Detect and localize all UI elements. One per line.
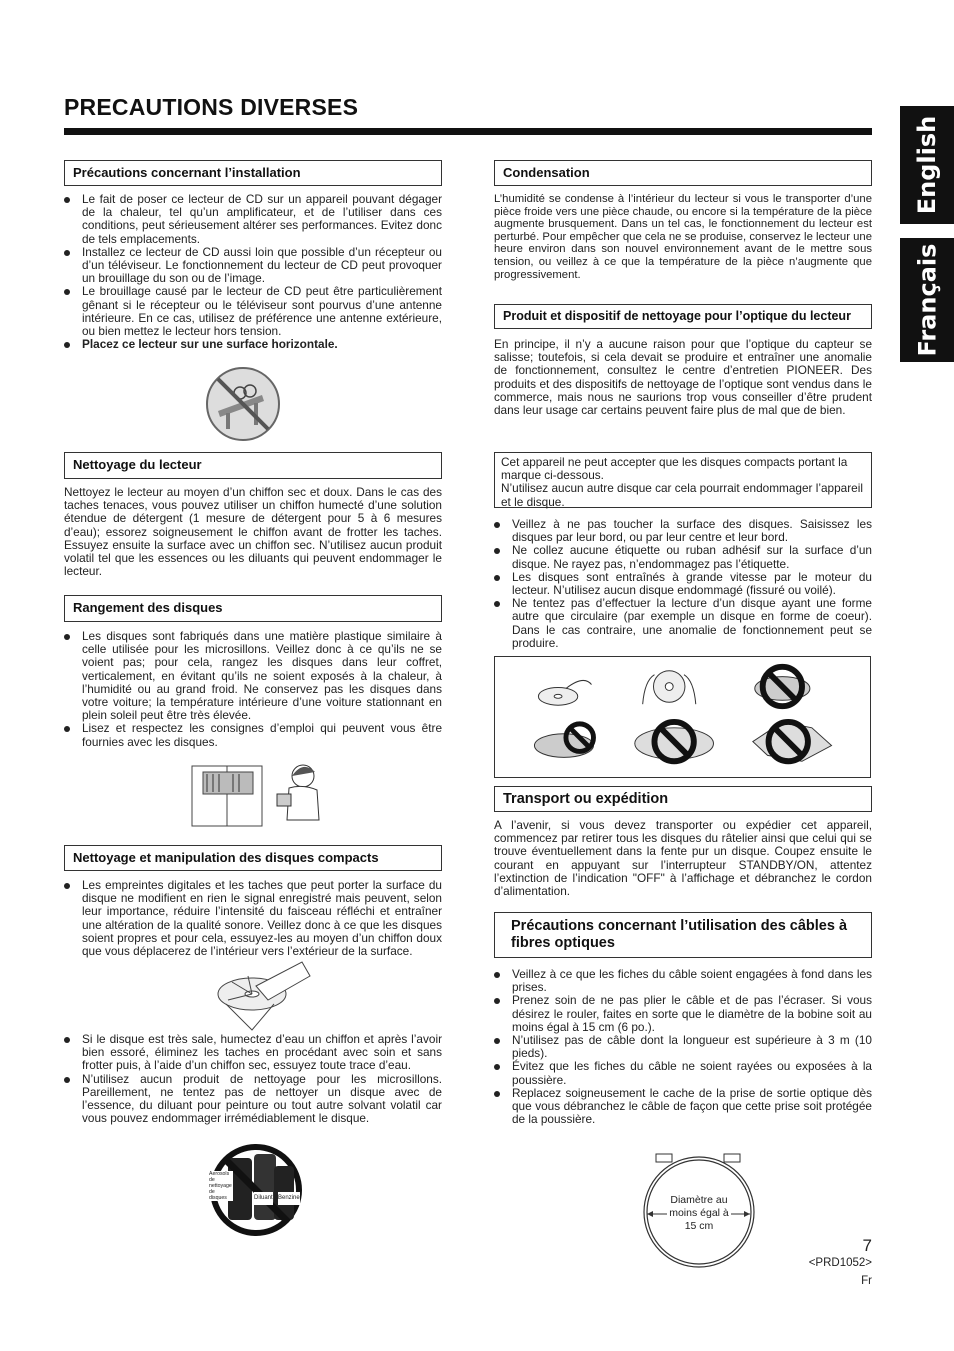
bottle-label-diluant: Diluant [254, 1192, 273, 1205]
list-item: Évitez que les fiches du câble ne soient rayées ou exposées à la poussière. [494, 1060, 872, 1086]
disc-list [494, 518, 872, 650]
section-title-cables: Précautions concernant l’utilisation des câbles à fibres optiques [494, 912, 872, 958]
diagram-label-line: moins égal à [669, 1207, 729, 1219]
condensation-text: L’humidité se condense à l’intérieur du lecteur si vous le transporter d’une pièce froide vers une pièce chaude, ou encore si la température de la pièce augmente brusquement. Dans un tel cas, le fonctionnement du lecteur est perturbé. Pour empêcher que cela ne se produise, conservez le lecteur une heure environ dans son nouvel environnement avant de le mettre sous tension, ou veillez à ce que la température de la pièce n’augmente que progressivement. [494, 193, 872, 281]
page-number: 7 [862, 1236, 872, 1255]
list-item: Le brouillage causé par le lecteur de CD peut être particulièrement gênant si le récepteur ou le téléviseur sont pourvus d’une antenne intérieure. En ce cas, utilisez de préférence une antenne extérieure, ou bien mettez le lecteur hors tension. [64, 285, 442, 338]
language-tab-francais-label: Français [913, 243, 942, 357]
no-tilted-placement-icon [204, 365, 282, 443]
list-item: Ne collez aucune étiquette ou ruban adhésif sur la surface d’un disque. Ne rayez pas, n’endommagez pas l’étiquette. [494, 544, 872, 570]
disc-compat-notice [494, 452, 872, 508]
page-title: PRECAUTIONS DIVERSES [64, 94, 359, 120]
disc-edge-hold [538, 680, 591, 705]
document-code: <PRD1052> [808, 1257, 872, 1269]
no-solvents-illustration [206, 1144, 306, 1236]
transport-text: A l’avenir, si vous devez transporter ou expédier cet appareil, commencez par retirer tous les disques du râtelier ainsi que celui qui se trouve éventuellement dans la fente pur un disque. Coupez ensuite le courant en appuyant sur l’interrupteur STANDBY/ON, attentez l’extinction de l’indication "OFF" à l’affichage et débranchez le cordon d’alimentation. [494, 818, 872, 899]
list-item: Les empreintes digitales et les taches que peut porter la surface du disque ne modifient en rien le signal enregistré mais peuvent, selon leur importance, réduire l’intensité du faisceau réfléchi et entraîner une altération de la qualité sonore. Veillez donc à ce que les disques soient propres et pour cela, essuyez-les au moyen d’un chiffon doux que vous déplacerez de l’intérieur vers l’extérieur de la surface. [64, 879, 442, 958]
bottle-label-benzine: Benzine [278, 1192, 300, 1205]
cables-list [494, 968, 872, 1126]
list-item: Ne tentez pas d’effectuer la lecture d’un disque ayant une forme autre que circulaire (par exemple un disque en forme de coeur). Dans le cas contraire, une anomalie de fonctionnement peut se produire. [494, 597, 872, 650]
section-title-transport: Transport ou expédition [494, 786, 872, 812]
diagram-label-line: 15 cm [684, 1220, 714, 1232]
bottle-label-aerosol: Aerosols de nettoyage de disques [209, 1171, 232, 1201]
list-item: Les disques sont entraînés à grande vitesse par le moteur du lecteur. N’utilisez aucun disque endommagé (fissuré ou voilé). [494, 571, 872, 597]
installation-list [64, 193, 442, 351]
list-item: N’utilisez pas de câble dont la longueur est supérieure à 3 m (10 pieds). [494, 1034, 872, 1060]
list-item: Placez ce lecteur sur une surface horizontale. [64, 338, 442, 351]
cleaning-text: Nettoyez le lecteur au moyen d’un chiffon sec et doux. Dans le cas des taches tenaces, vous pouvez utiliser un chiffon humecté d’une solution étendue de détergent (1 mesure de détergent pour 5 à 6 mesures d’eau); essorez soigneusement le chiffon avant de frotter les taches. Essuyez ensuite la surface avec un chiffon sec. N’utilisez aucun produit volatil tel que les essences ou les diluants qui peuvent endommager le lecteur. [64, 485, 442, 579]
section-title-cleaning: Nettoyage du lecteur [64, 452, 442, 479]
cable-coil-diagram [640, 1152, 758, 1270]
cable-diameter-label [658, 1194, 740, 1233]
title-rule [64, 128, 872, 135]
list-item: Replacez soigneusement le cache de la prise de sortie optique dès que vous débranchez le câble de façon que cette prise soit protégée de la poussière. [494, 1087, 872, 1127]
optics-text: En principe, il n’y a aucune raison pour que l’optique du capteur se salisse; toutefois, si cela devait se produire et entraîner une anomalie de fonctionnement, consultez le centre d’entretien PIONEER. Des produits et des dispositifs de nettoyage de l’optique sont vendus dans le commerce, mais nous ne saurions trop vous conseiller d’être prudent dans leur usage car certains peuvent faire plus de mal que de bien. [494, 337, 872, 418]
list-item: Prenez soin de ne pas plier le câble et de pas l’écraser. Si vous désirez le rouler, faites en sorte que le diamètre de la bobine soit au moins égal à 15 cm (6 po.). [494, 994, 872, 1034]
section-title-handling: Nettoyage et manipulation des disques compacts [64, 845, 442, 871]
section-title-storage: Rangement des disques [64, 595, 442, 622]
notice-line: Cet appareil ne peut accepter que les disques compacts portant la marque ci-dessous. [501, 455, 848, 483]
disc-storage-illustration [191, 758, 331, 828]
language-code: Fr [861, 1275, 872, 1287]
notice-line: N’utilisez aucun autre disque car cela pourrait endommager l’appareil et le disque. [501, 481, 863, 509]
list-item: Si le disque est très sale, humectez d’eau un chiffon et après l’avoir bien essoré, éliminez les taches en procédant avec soin et sans frotter puis, à l’aide d’un chiffon sec, essuyez toute trace d’eau. [64, 1033, 442, 1073]
storage-list [64, 630, 442, 749]
section-title-condensation: Condensation [494, 160, 872, 186]
section-title-optics: Produit et dispositif de nettoyage pour l’optique du lecteur [494, 304, 872, 329]
disc-handling-illustration [494, 656, 871, 778]
list-item: Les disques sont fabriqués dans une matière plastique similaire à celle utilisée pour les microsillons. Veillez donc à ce qu’ils ne se voient pas; pour cela, rangez les disques dans leur coffret, verticalement, en évitant qu’ils ne soient exposés à la chaleur, à l’humidité ou au grand froid. Ne conservez pas les disques dans votre voiture; la température intérieure d’une voiture stationnant en plein soleil peut être très élevée. [64, 630, 442, 722]
handling-list-2 [64, 1033, 442, 1125]
list-item: Veillez à ne pas toucher la surface des disques. Saisissez les disques par leur bord, ou par leur centre et leur bord. [494, 518, 872, 544]
list-item: Veillez à ce que les fiches du câble soient engagées à fond dans les prises. [494, 968, 872, 994]
language-tab-english-label: English [913, 115, 942, 215]
language-tab-english[interactable] [900, 106, 954, 224]
list-item: Installez ce lecteur de CD aussi loin que possible d’un récepteur ou d’un téléviseur. Le fonctionnement du lecteur de CD peut provoquer un brouillage du son ou de l’image. [64, 246, 442, 286]
wiping-disc-illustration [212, 956, 316, 1032]
handling-list-1 [64, 879, 442, 958]
list-item: Le fait de poser ce lecteur de CD sur un appareil pouvant dégager de la chaleur, tel qu’un amplificateur, et de l’utiliser dans ces conditions, peut sérieusement altérer ses performances. Evitez donc de tels emplacements. [64, 193, 442, 246]
list-item: N’utilisez aucun produit de nettoyage pour les microsillons. Pareillement, ne tentez pas de nettoyer un disque avec de l’essence, du diluant pour peinture ou tout autre solvant volatil car vous pouvez endommager irrémédiablement le disque. [64, 1073, 442, 1126]
diagram-label-line: Diamètre au [670, 1194, 728, 1206]
language-tab-francais[interactable] [900, 238, 954, 362]
section-title-installation: Précautions concernant l’installation [64, 160, 442, 186]
list-item: Lisez et respectez les consignes d’emploi qui peuvent vous être fournies avec les disques. [64, 722, 442, 748]
